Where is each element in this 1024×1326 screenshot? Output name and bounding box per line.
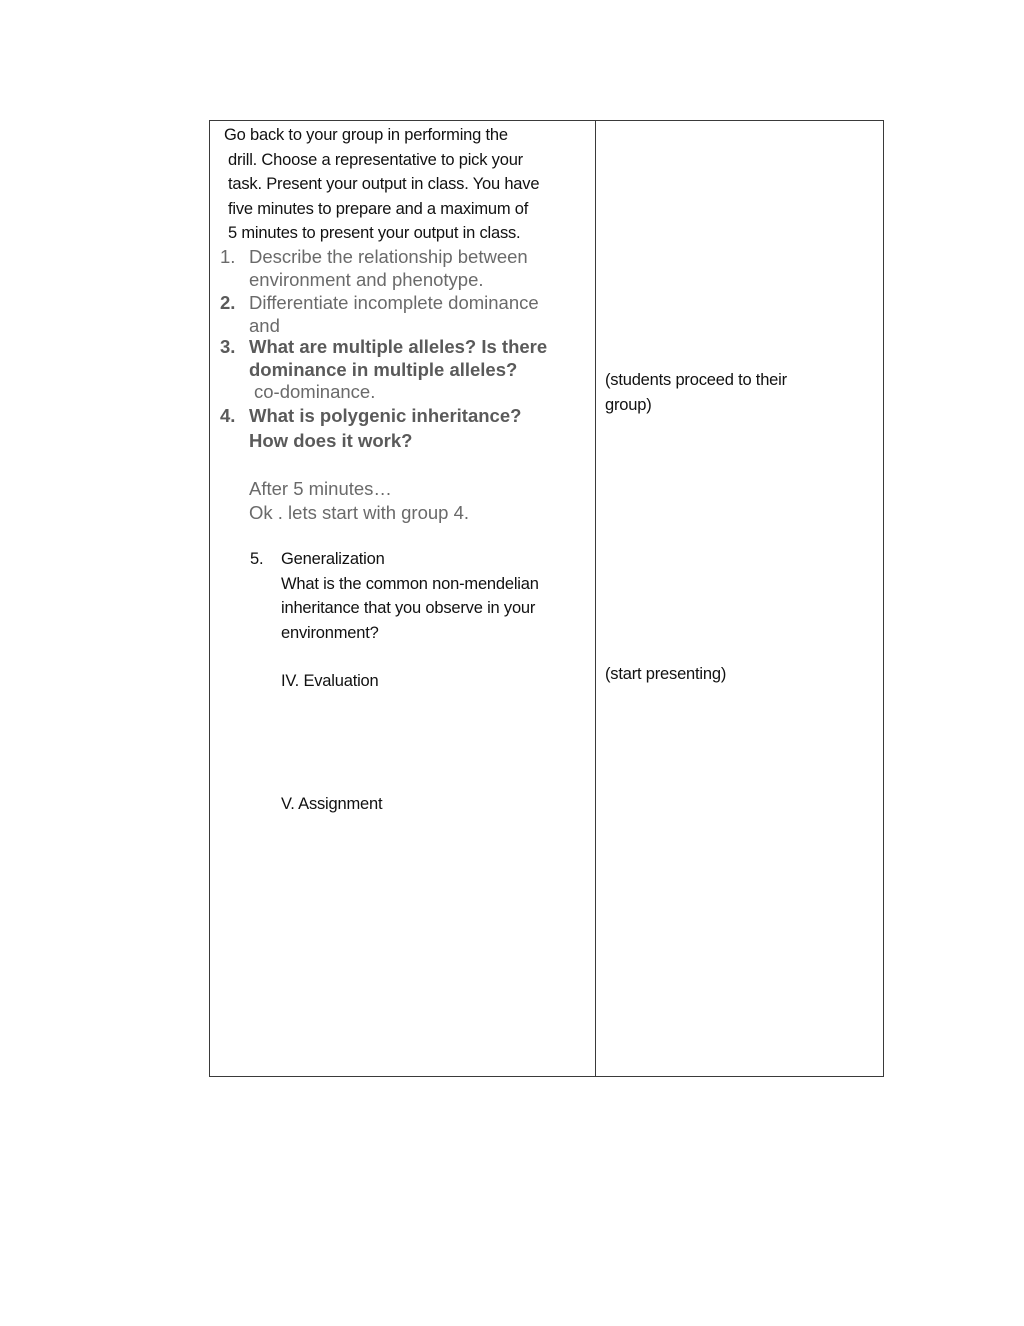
- student-activity-cell: [597, 121, 885, 1076]
- list-text: co-dominance.: [254, 381, 376, 402]
- lesson-plan-table: [209, 120, 884, 1077]
- instructions-line: task. Present your output in class. You have: [228, 175, 540, 193]
- instructions-line: drill. Choose a representative to pick your: [228, 150, 523, 169]
- generalization-item: [250, 547, 595, 645]
- list-text: and: [249, 315, 280, 336]
- list-number: 2.: [220, 292, 236, 313]
- instructions-line: 5 minutes to present your output in class.: [228, 224, 521, 242]
- student-response-line: (students proceed to their: [605, 371, 787, 389]
- list-item: [210, 403, 595, 453]
- list-item: [210, 245, 595, 291]
- list-item: [210, 291, 595, 337]
- instructions-line: Go back to your group in performing the: [224, 126, 508, 144]
- list-text: Describe the relationship between: [249, 246, 528, 267]
- list-number: 4.: [220, 405, 236, 426]
- instructions-line: five minutes to prepare and a maximum of: [228, 199, 529, 218]
- teacher-activity-cell: [210, 121, 595, 1076]
- after-note: [249, 477, 469, 525]
- list-text: Differentiate incomplete dominance: [249, 292, 539, 313]
- column-divider: [595, 121, 596, 1076]
- list-text: What is polygenic inheritance?: [249, 405, 522, 426]
- generalization-text: What is the common non-mendelian: [281, 574, 539, 593]
- list-number: 5.: [250, 550, 264, 568]
- list-number: 3.: [220, 336, 236, 357]
- task-list: [210, 245, 595, 453]
- list-text: environment and phenotype.: [249, 269, 484, 290]
- generalization-text: inheritance that you observe in your: [281, 599, 536, 617]
- list-text: What are multiple alleles? Is there: [249, 336, 548, 357]
- student-response-line: group): [605, 395, 652, 414]
- student-response: (start presenting): [605, 665, 727, 683]
- generalization-text: environment?: [281, 623, 379, 642]
- assignment-heading: V. Assignment: [281, 795, 383, 813]
- list-number: 1.: [220, 246, 236, 267]
- list-text: How does it work?: [249, 430, 413, 451]
- instructions-paragraph: [224, 123, 596, 246]
- evaluation-heading: IV. Evaluation: [281, 672, 379, 690]
- list-text: dominance in multiple alleles?: [249, 359, 518, 380]
- generalization-heading: Generalization: [281, 550, 385, 568]
- after-line: After 5 minutes…: [249, 478, 392, 499]
- list-item: [210, 335, 595, 403]
- after-line: Ok . lets start with group 4.: [249, 502, 470, 523]
- student-response: [605, 368, 875, 417]
